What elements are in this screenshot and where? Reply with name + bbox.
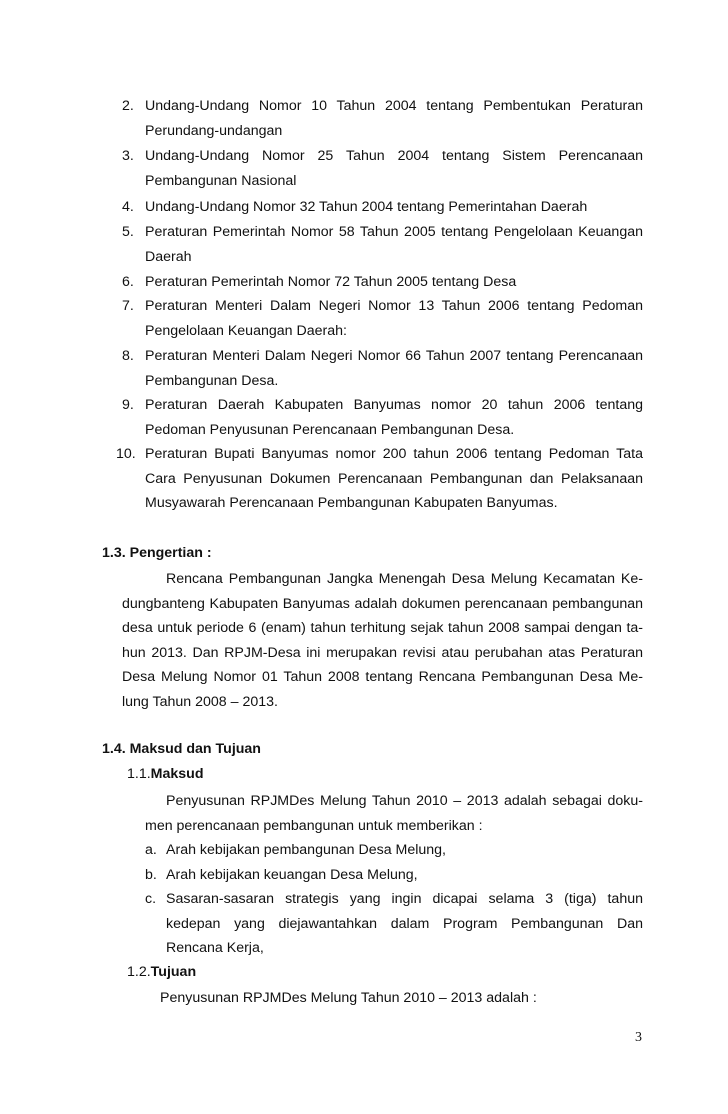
tujuan-text: Penyusunan RPJMDes Melung Tahun 2010 – 2013 adalah : bbox=[160, 990, 537, 1006]
list-number: 7. bbox=[122, 298, 134, 314]
list-text-line: Pengelolaan Keuangan Daerah: bbox=[145, 322, 347, 339]
list-text-line: Undang-Undang Nomor 10 Tahun 2004 tentang Pembentukan Peraturan bbox=[145, 98, 643, 114]
list-text-line: Peraturan Menteri Dalam Negeri Nomor 66 Tahun 2007 tentang Perencanaan bbox=[145, 348, 643, 364]
maksud-item-letter: a. bbox=[145, 842, 157, 858]
list-number: 10. bbox=[116, 446, 136, 462]
maksud-item-text: Arah kebijakan pembangunan Desa Melung, bbox=[166, 842, 446, 858]
list-text-line: Peraturan Pemerintah Nomor 72 Tahun 2005 tentang Desa bbox=[145, 274, 517, 290]
list-number: 8. bbox=[122, 348, 134, 364]
paragraph-line: Rencana Pembangunan Jangka Menengah Desa Melung Kecamatan Ke- bbox=[166, 571, 643, 587]
maksud-paragraph bbox=[145, 789, 643, 838]
list-text-line: Peraturan Pemerintah Nomor 58 Tahun 2005 tentang Pengelolaan Keuangan bbox=[145, 224, 643, 240]
paragraph-line: lung Tahun 2008 – 2013. bbox=[122, 693, 278, 710]
section-heading-maksud-tujuan: 1.4. Maksud dan Tujuan bbox=[102, 741, 261, 757]
list-text-line: Pedoman Penyusunan Perencanaan Pembangunan Desa. bbox=[145, 421, 515, 438]
subsection-tujuan bbox=[127, 960, 196, 984]
page-number: 3 bbox=[635, 1030, 642, 1045]
paragraph-line: dungbanteng Kabupaten Banyumas adalah dokumen perencanaan pembangunan bbox=[122, 595, 643, 612]
paragraph-line: Rencana Kerja, bbox=[166, 940, 264, 956]
list-number: 2. bbox=[122, 98, 134, 114]
list-number: 9. bbox=[122, 397, 134, 413]
subsection-title: Maksud bbox=[150, 766, 204, 782]
list-number: 6. bbox=[122, 274, 134, 290]
list-text-line: Cara Penyusunan Dokumen Perencanaan Pembangunan dan Pelaksanaan bbox=[145, 470, 643, 487]
subsection-maksud bbox=[127, 762, 204, 786]
list-text-line: Peraturan Menteri Dalam Negeri Nomor 13 Tahun 2006 tentang Pedoman bbox=[145, 298, 643, 314]
paragraph-line: Sasaran-sasaran strategis yang ingin dicapai selama 3 (tiga) tahun bbox=[166, 891, 643, 907]
list-text-line: Pembangunan Nasional bbox=[145, 172, 297, 189]
list-number: 5. bbox=[122, 224, 134, 240]
section-heading-pengertian: 1.3. Pengertian : bbox=[102, 545, 212, 561]
paragraph-line: desa untuk periode 6 (enam) tahun terhitung sejak tahun 2008 sampai dengan ta- bbox=[122, 620, 643, 636]
paragraph-line: hun 2013. Dan RPJM-Desa ini merupakan revisi atau perubahan atas Peraturan bbox=[122, 644, 643, 661]
subsection-number: 1.1. bbox=[127, 766, 151, 782]
list-number: 3. bbox=[122, 148, 134, 164]
maksud-item-c bbox=[166, 887, 643, 961]
list-text-line: Peraturan Daerah Kabupaten Banyumas nomor 20 tahun 2006 tentang bbox=[145, 397, 643, 413]
maksud-item-letter: b. bbox=[145, 867, 157, 883]
list-text-line: Perundang-undangan bbox=[145, 122, 283, 139]
subsection-number: 1.2. bbox=[127, 964, 151, 980]
list-text-line: Peraturan Bupati Banyumas nomor 200 tahun 2006 tentang Pedoman Tata bbox=[145, 446, 643, 462]
maksud-item-text: Arah kebijakan keuangan Desa Melung, bbox=[166, 867, 418, 883]
list-text-line: Undang-Undang Nomor 32 Tahun 2004 tentang Pemerintahan Daerah bbox=[145, 199, 588, 215]
paragraph-line: Penyusunan RPJMDes Melung Tahun 2010 – 2013 adalah sebagai doku- bbox=[166, 793, 643, 809]
paragraph-line: Desa Melung Nomor 01 Tahun 2008 tentang Rencana Pembangunan Desa Me- bbox=[122, 669, 643, 685]
list-text-line: Daerah bbox=[145, 248, 192, 265]
list-number: 4. bbox=[122, 199, 134, 215]
list-text-line: Musyawarah Perencanaan Pembangunan Kabupaten Banyumas. bbox=[145, 495, 558, 511]
paragraph-line: men perencanaan pembangunan untuk memberikan : bbox=[145, 817, 483, 834]
list-text-line: Undang-Undang Nomor 25 Tahun 2004 tentang Sistem Perencanaan bbox=[145, 148, 643, 164]
paragraph-line: kedepan yang diejawantahkan dalam Program Pembangunan Dan bbox=[166, 915, 643, 932]
list-text-line: Pembangunan Desa. bbox=[145, 372, 279, 389]
subsection-title: Tujuan bbox=[150, 964, 197, 980]
maksud-item-letter: c. bbox=[145, 891, 157, 907]
pengertian-paragraph bbox=[122, 567, 643, 714]
